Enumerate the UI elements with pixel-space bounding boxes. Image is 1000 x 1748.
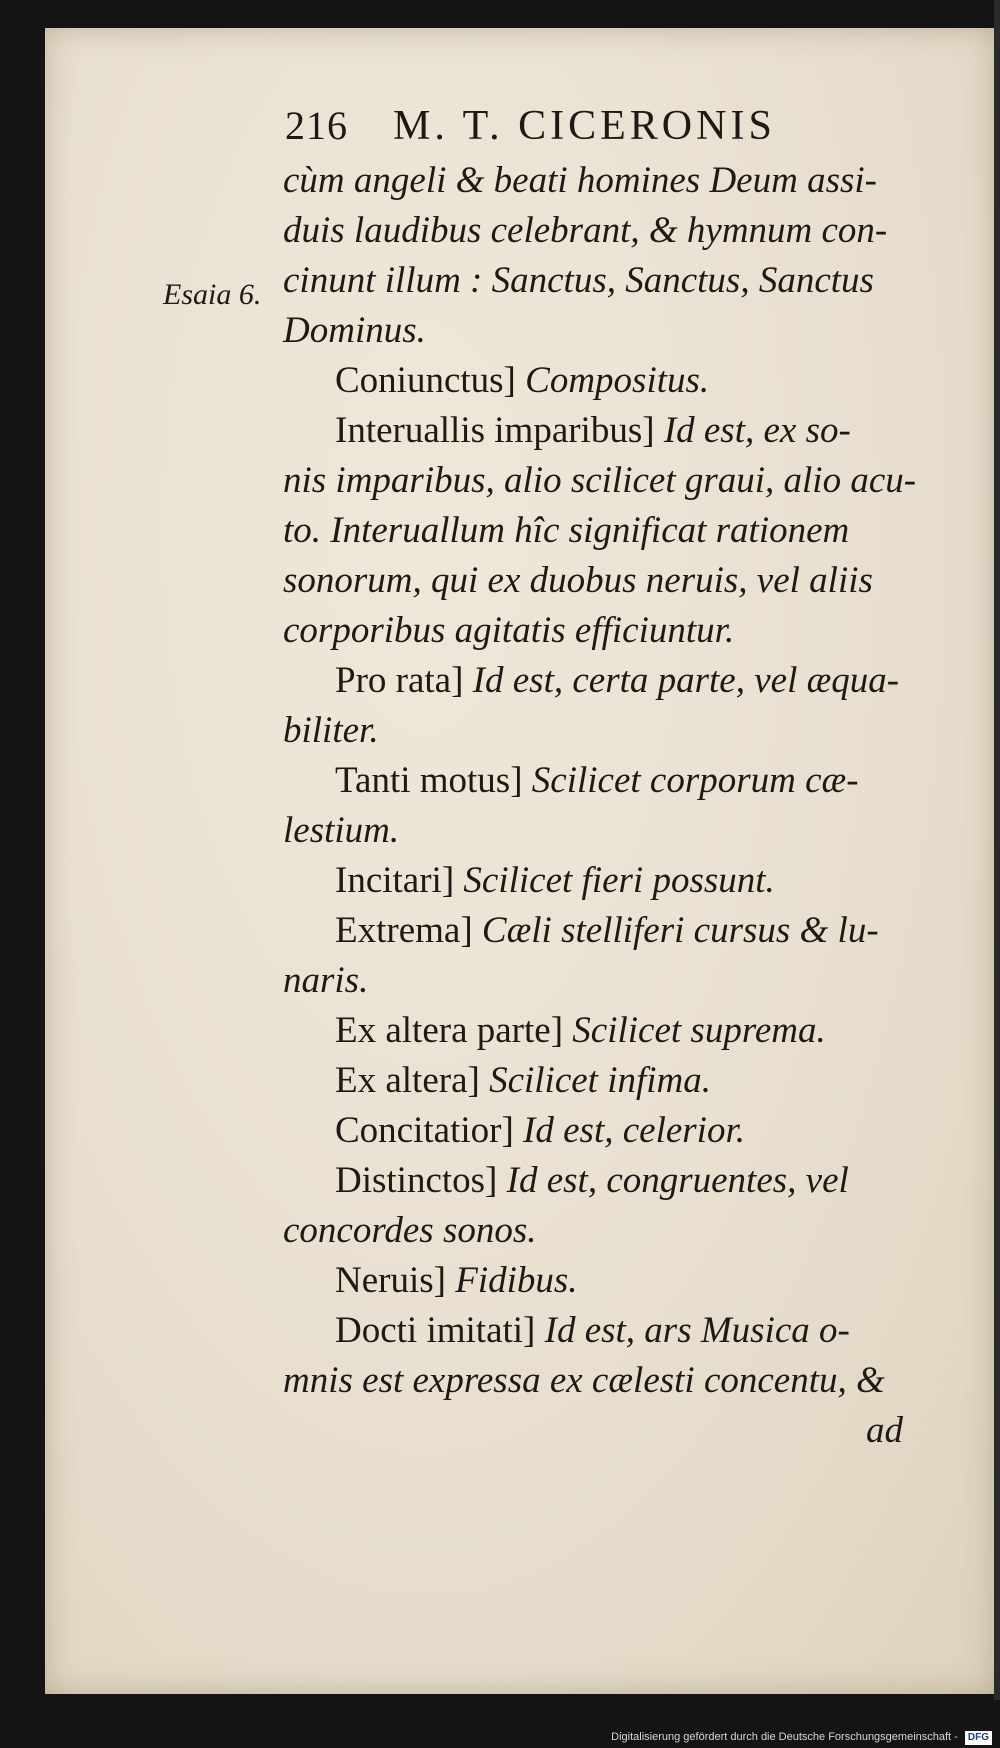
- commentary-text: nis imparibus, alio scilicet graui, alio acu-: [283, 460, 917, 501]
- text-line: [283, 256, 903, 306]
- commentary-text: Id est, congruentes, vel: [506, 1160, 849, 1201]
- commentary-text: duis laudibus celebrant, & hymnum con-: [283, 210, 888, 251]
- text-line: [283, 1306, 903, 1356]
- lemma-text: Incitari]: [335, 860, 464, 901]
- text-line: [283, 1106, 903, 1156]
- text-line: [283, 1006, 903, 1056]
- text-block: [283, 156, 917, 1456]
- text-line: [283, 1056, 903, 1106]
- commentary-text: to. Interuallum hîc significat rationem: [283, 510, 850, 551]
- scan-edge: [994, 0, 1000, 1700]
- text-line: [283, 806, 903, 856]
- commentary-text: Scilicet suprema.: [572, 1010, 826, 1051]
- lemma-text: Docti imitati]: [335, 1310, 545, 1351]
- commentary-text: Scilicet corporum cæ-: [531, 760, 859, 801]
- text-line: [283, 156, 903, 206]
- lemma-text: Distinctos]: [335, 1160, 507, 1201]
- text-line: [283, 856, 903, 906]
- text-line: [283, 356, 903, 406]
- commentary-text: Dominus.: [283, 310, 426, 351]
- footer-bar: [0, 1726, 1000, 1748]
- commentary-text: Cæli stelliferi cursus & lu-: [481, 910, 879, 951]
- text-line: [283, 1256, 903, 1306]
- lemma-text: Interuallis imparibus]: [335, 410, 664, 451]
- commentary-text: biliter.: [283, 710, 379, 751]
- text-line: [283, 456, 917, 506]
- text-line: [283, 306, 903, 356]
- lemma-text: Ex altera parte]: [335, 1010, 573, 1051]
- lemma-text: Coniunctus]: [335, 360, 526, 401]
- footer-credit: Digitalisierung gefördert durch die Deutsche Forschungsgemeinschaft -: [611, 1731, 958, 1743]
- commentary-text: naris.: [283, 960, 369, 1001]
- commentary-text: Id est, celerior.: [523, 1110, 745, 1151]
- text-line: [283, 406, 903, 456]
- lemma-text: Ex altera]: [335, 1060, 490, 1101]
- commentary-text: cinunt illum : Sanctus, Sanctus, Sanctus: [283, 260, 874, 301]
- commentary-text: Compositus.: [525, 360, 710, 401]
- book-page: [45, 28, 995, 1694]
- text-line: [283, 906, 903, 956]
- commentary-text: mnis est expressa ex cælesti concentu, &: [283, 1360, 885, 1401]
- commentary-text: Id est, certa parte, vel æqua-: [472, 660, 900, 701]
- commentary-text: corporibus agitatis efficiuntur.: [283, 610, 735, 651]
- text-line: [283, 606, 903, 656]
- text-line: [283, 1206, 903, 1256]
- commentary-text: Fidibus.: [455, 1260, 578, 1301]
- lemma-text: Concitatior]: [335, 1110, 524, 1151]
- text-line: [283, 556, 903, 606]
- commentary-text: sonorum, qui ex duobus neruis, vel aliis: [283, 560, 873, 601]
- dfg-logo-badge: DFG: [965, 1731, 992, 1745]
- lemma-text: Pro rata]: [335, 660, 473, 701]
- text-line: [283, 656, 903, 706]
- catchword: ad: [866, 1410, 903, 1451]
- text-line: [283, 956, 903, 1006]
- running-title: M. T. CICERONIS: [393, 103, 776, 149]
- commentary-text: Scilicet fieri possunt.: [463, 860, 775, 901]
- commentary-text: Id est, ex so-: [663, 410, 851, 451]
- page-header: [285, 92, 905, 162]
- commentary-text: Id est, ars Musica o-: [544, 1310, 850, 1351]
- lemma-text: Extrema]: [335, 910, 482, 951]
- commentary-text: cùm angeli & beati homines Deum assi-: [283, 160, 877, 201]
- text-line: [283, 206, 903, 256]
- text-line: [283, 1356, 903, 1406]
- page-number: 216: [285, 103, 348, 148]
- text-line: [283, 706, 903, 756]
- text-line: [283, 1156, 903, 1206]
- marginal-note: Esaia 6.: [163, 278, 262, 311]
- commentary-text: concordes sonos.: [283, 1210, 537, 1251]
- text-line: [283, 756, 903, 806]
- commentary-text: lestium.: [283, 810, 400, 851]
- commentary-text: Scilicet infima.: [489, 1060, 712, 1101]
- lemma-text: Neruis]: [335, 1260, 456, 1301]
- lemma-text: Tanti motus]: [335, 760, 532, 801]
- text-line: [283, 506, 903, 556]
